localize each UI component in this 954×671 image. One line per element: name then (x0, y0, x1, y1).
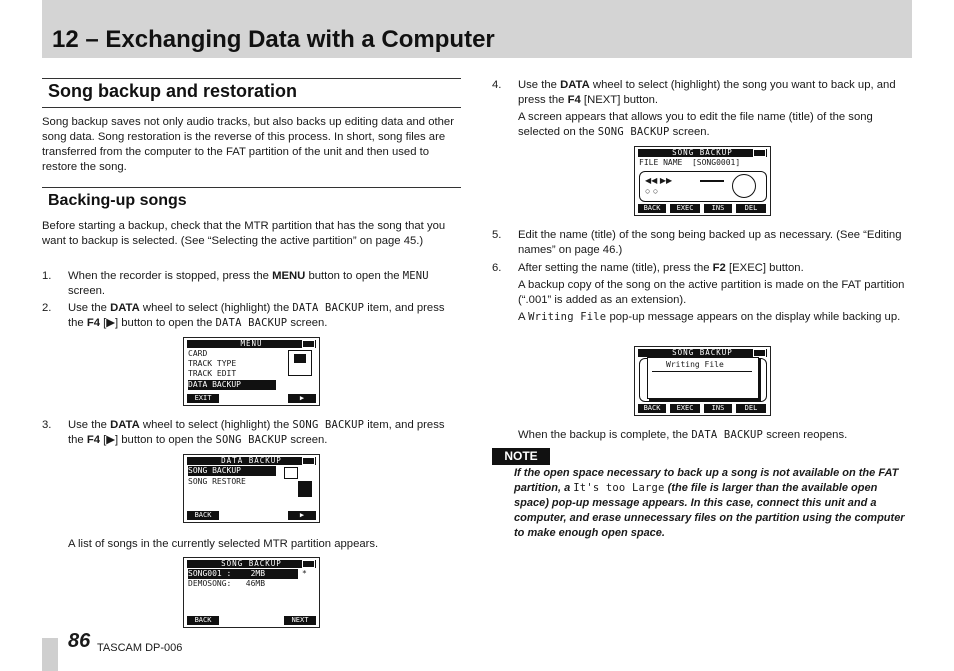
softkey-next: ▶ (288, 511, 316, 520)
note-text: If the open space necessary to back up a song is not available on the FAT partition, a It's too Large (the file is larger than the available open space) pop-up message appears. In this case, connect this unit and a computer, and erase unnecessary files on the partition using the computer to make enough open space. (514, 467, 905, 539)
intro-paragraph: Before starting a backup, check that the MTR partition that has the song that you want to backup is selected. (See “Selecting the active partition” on page 45.) (42, 220, 446, 247)
song-row-selected: SONG001 : 2MB (188, 569, 298, 579)
section-body: Song backup saves not only audio tracks, but also backs up editing data and other song data. Song restoration is the reverse of this process. In short, song files are transferred from the computer to the FAT partition of the unit and then used to restore the song. (42, 116, 454, 173)
item-song-backup: SONG BACKUP (188, 466, 276, 476)
step-3-after: A list of songs in the currently selected MTR partition appears. (68, 538, 379, 550)
softkey-next: ▶ (288, 394, 316, 403)
lcd-title: SONG BACKUP (638, 349, 767, 357)
lcd-title: MENU (187, 340, 316, 348)
chapter-title: 12 – Exchanging Data with a Computer (52, 26, 495, 53)
lcd-title: DATA BACKUP (187, 457, 316, 465)
note-label: NOTE (492, 448, 550, 465)
step-1-text: When the recorder is stopped, press the MENU button to open the MENU screen. (68, 270, 429, 297)
step-number: 4. (492, 79, 502, 91)
popup-message: Writing File (666, 360, 724, 369)
popup-box (647, 357, 759, 399)
step-number: 5. (492, 229, 502, 241)
step-6-after-2: A Writing File pop-up message appears on the display while backing up. (518, 311, 901, 323)
footer-brand: TASCAM DP-006 (97, 642, 183, 654)
divider (42, 107, 461, 108)
step-5-text: Edit the name (title) of the song being backed up as necessary. (See “Editing names” on page 46.) (518, 229, 902, 256)
transfer-illustration: ◀◀ ▶▶ ○ ○ (639, 171, 767, 202)
section-title: Song backup and restoration (48, 81, 298, 101)
softkey-exec: EXEC (670, 404, 700, 413)
softkey-back: BACK (187, 511, 219, 520)
menu-item-track-edit: TRACK EDIT (188, 369, 237, 378)
footer-tab (42, 638, 58, 671)
step-6-after-3: When the backup is complete, the DATA BACKUP screen reopens. (518, 429, 848, 441)
current-song-mark: * (302, 569, 307, 578)
step-number: 3. (42, 419, 52, 431)
disk-icon (288, 350, 312, 376)
step-6-text: After setting the name (title), press the F2 [EXEC] button. (518, 262, 804, 274)
page-number: 86 (68, 630, 91, 652)
step-number: 6. (492, 262, 502, 274)
step-number: 2. (42, 302, 52, 314)
softkey-back: BACK (638, 404, 666, 413)
softkey-exit: EXIT (187, 394, 219, 403)
step-3-text: Use the DATA wheel to select (highlight) the SONG BACKUP item, and press the F4 [▶] button to open the SONG BACKUP screen. (68, 419, 445, 446)
step-6-after-1: A backup copy of the song on the active partition is made on the FAT partition (“.001” is added as an extension). (518, 279, 905, 306)
lcd-writing-screen (634, 346, 771, 416)
step-number: 1. (42, 270, 52, 282)
softkey-next: NEXT (284, 616, 316, 625)
section-heading-song-backup (42, 78, 461, 108)
usb-transfer-icon (284, 467, 312, 497)
lcd-title: SONG BACKUP (187, 560, 316, 568)
subsection-title: Backing-up songs (48, 192, 187, 209)
item-song-restore: SONG RESTORE (188, 477, 246, 486)
section-heading-backing-up (42, 187, 461, 214)
battery-icon (302, 560, 315, 568)
step-4-after: A screen appears that allows you to edit the file name (title) of the song selected on the SONG BACKUP screen. (518, 111, 873, 138)
lcd-song-list-screen (183, 557, 320, 628)
lcd-title: SONG BACKUP (638, 149, 767, 157)
softkey-back: BACK (638, 204, 666, 213)
battery-icon (302, 340, 315, 348)
battery-icon (302, 457, 315, 465)
step-4-text: Use the DATA wheel to select (highlight) the song you want to back up, and press the F4 [NEXT] button. (518, 79, 896, 106)
softkey-ins: INS (704, 204, 732, 213)
chapter-header (42, 0, 912, 58)
battery-icon (753, 149, 766, 157)
lcd-menu-screen (183, 337, 320, 406)
menu-item-data-backup: DATA BACKUP (188, 380, 276, 390)
softkey-back: BACK (187, 616, 219, 625)
file-name-field: FILE NAME [SONG0001] (639, 158, 741, 167)
softkey-ins: INS (704, 404, 732, 413)
lcd-data-backup-screen (183, 454, 320, 523)
battery-icon (753, 349, 766, 357)
softkey-del: DEL (736, 404, 766, 413)
song-row: DEMOSONG: 46MB (188, 579, 266, 588)
step-2-text: Use the DATA wheel to select (highlight) the DATA BACKUP item, and press the F4 [▶] button to open the DATA BACKUP screen. (68, 302, 445, 329)
menu-item-track-type: TRACK TYPE (188, 359, 237, 368)
menu-item-card: CARD (188, 349, 208, 358)
softkey-del: DEL (736, 204, 766, 213)
softkey-exec: EXEC (670, 204, 700, 213)
lcd-file-name-screen (634, 146, 771, 216)
